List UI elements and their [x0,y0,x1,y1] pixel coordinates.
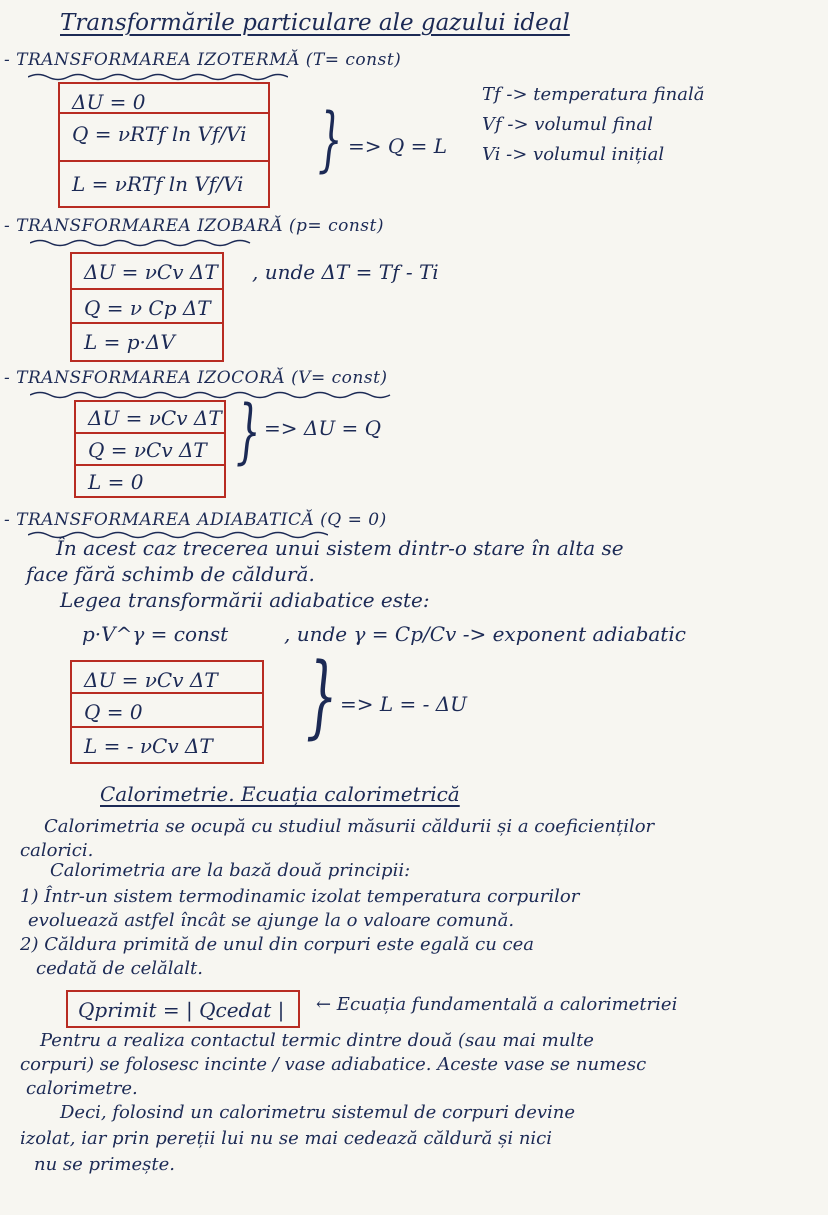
equation-note: ← Ecuația fundamentală a calorimetriei [316,994,678,1015]
table-cell: L = νRTf ln Vf/Vi [72,172,244,196]
paragraph-line: nu se primește. [34,1154,175,1175]
paragraph-line: Legea transformării adiabatice este: [60,588,430,612]
paragraph-line: 2) Căldura primită de unul din corpuri este egală cu cea [20,934,534,955]
heading-underline [30,390,400,400]
paragraph-line: calorici. [20,840,94,861]
note-line: Tf -> temperatura finală [482,84,705,105]
paragraph-line: evoluează astfel încât se ajunge la o valoare comună. [28,910,515,931]
heading-underline [28,72,288,82]
table-cell: L = - νCv ΔT [84,734,213,758]
adiabatica-table [70,660,264,764]
paragraph-line: Calorimetria se ocupă cu studiul măsurii căldurii și a coeficienților [44,816,655,837]
table-cell: Q = νCv ΔT [88,438,207,462]
izocora-table [74,400,226,498]
paragraph-line: cedată de celălalt. [36,958,203,979]
table-cell: L = 0 [88,470,144,494]
izobara-heading: - TRANSFORMAREA IZOBARĂ (p= const) [4,216,384,236]
note-line: Vf -> volumul final [482,114,653,135]
table-cell: ΔU = νCv ΔT [84,260,218,284]
page-title: Transformările particulare ale gazului ideal [60,10,570,36]
table-cell: ΔU = 0 [72,90,146,114]
table-cell: ΔU = νCv ΔT [84,668,218,692]
izoterma-table [58,82,270,208]
izobara-note: , unde ΔT = Tf - Ti [252,260,439,284]
izoterma-heading: - TRANSFORMAREA IZOTERMĂ (T= const) [4,50,402,70]
brace-icon: } [236,390,261,472]
paragraph-line: Pentru a realiza contactul termic dintre două (sau mai multe [40,1030,594,1051]
calorimetrie-heading: Calorimetrie. Ecuația calorimetrică [100,782,460,806]
table-cell: Q = 0 [84,700,143,724]
adiabatica-heading: - TRANSFORMAREA ADIABATICĂ (Q = 0) [4,510,387,530]
table-cell: Q = νRTf ln Vf/Vi [72,122,247,146]
brace-icon: } [318,98,343,180]
adiabatic-formula-note: , unde γ = Cp/Cv -> exponent adiabatic [284,622,686,646]
note-line: Vi -> volumul inițial [482,144,665,165]
izocora-heading: - TRANSFORMAREA IZOCORĂ (V= const) [4,368,388,388]
paragraph-line: Deci, folosind un calorimetru sistemul de corpuri devine [60,1102,576,1123]
brace-icon: } [306,644,338,749]
table-cell: ΔU = νCv ΔT [88,406,222,430]
paragraph-line: Calorimetria are la bază două principii: [50,860,411,881]
paragraph-line: izolat, iar prin pereții lui nu se mai cedează căldură și nici [20,1128,553,1149]
paragraph-line: calorimetre. [26,1078,138,1099]
adiabatica-result: => L = - ΔU [340,692,468,716]
heading-underline [30,238,260,248]
paragraph-line: corpuri) se folosesc incinte / vase adiabatice. Aceste vase se numesc [20,1054,647,1075]
izoterma-result: => Q = L [348,134,448,158]
izocora-result: => ΔU = Q [264,416,382,440]
paragraph-line: face fără schimb de căldură. [26,562,315,586]
izobara-table [70,252,224,362]
table-cell: L = p·ΔV [84,330,175,354]
adiabatic-formula: p·V^γ = const [82,622,229,646]
paragraph-line: În acest caz trecerea unui sistem dintr-o stare în alta se [56,536,624,560]
calorimetric-equation-box [66,990,300,1028]
paragraph-line: 1) Într-un sistem termodinamic izolat temperatura corpurilor [20,886,580,907]
table-cell: Q = ν Cp ΔT [84,296,211,320]
calorimetric-equation: Qprimit = | Qcedat | [78,998,285,1022]
